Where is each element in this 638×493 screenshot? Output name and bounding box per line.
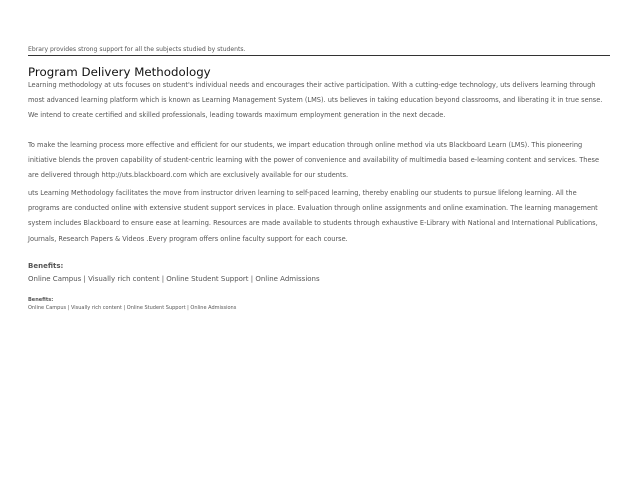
paragraph-learning-methodology: Learning methodology at uts focuses on student's individual needs and encourages their active participation. With a cutting-edge technology, uts delivers learning through most advanced learning platform which is known as Learning Management System (LMS). uts believes in taking education beyond classrooms, and liberating it in true sense. We intend to create certified and skilled professionals, leading towards maximum employment generation in the next decade. bbox=[28, 81, 603, 120]
benefits-heading: Benefits: bbox=[28, 262, 64, 270]
page-title: Program Delivery Methodology bbox=[28, 65, 211, 79]
benefits-list-small: Online Campus | Visually rich content | Online Student Support | Online Admissions bbox=[28, 305, 237, 311]
benefits-list: Online Campus | Visually rich content | Online Student Support | Online Admissions bbox=[28, 275, 320, 283]
header-tagline: Ebrary provides strong support for all the subjects studied by students. bbox=[28, 46, 246, 53]
benefits-heading-small: Benefits: bbox=[28, 297, 54, 303]
paragraph-online-education: To make the learning process more effective and efficient for our students, we impart education through online method via uts Blackboard Learn (LMS). This pioneering initiative blends the proven capability of student-centric learning with the power of convenience and availability of multimedia based e-learning content and services. These are delivered through http://uts.blackboard.com which are exclusively available for our students. bbox=[28, 141, 599, 180]
paragraph-self-paced-learning: uts Learning Methodology facilitates the move from instructor driven learning to self-paced learning, thereby enabling our students to pursue lifelong learning. All the programs are conducted online with extensive student support services in place. Evaluation through online assignments and online examination. The learning management system includes Blackboard to ensure ease at learning. Resources are made available to students through exhaustive E-Library with National and International Publications, Journals, Research Papers & Videos .Every program offers online faculty support for each course. bbox=[28, 189, 598, 243]
header-divider bbox=[28, 55, 610, 56]
